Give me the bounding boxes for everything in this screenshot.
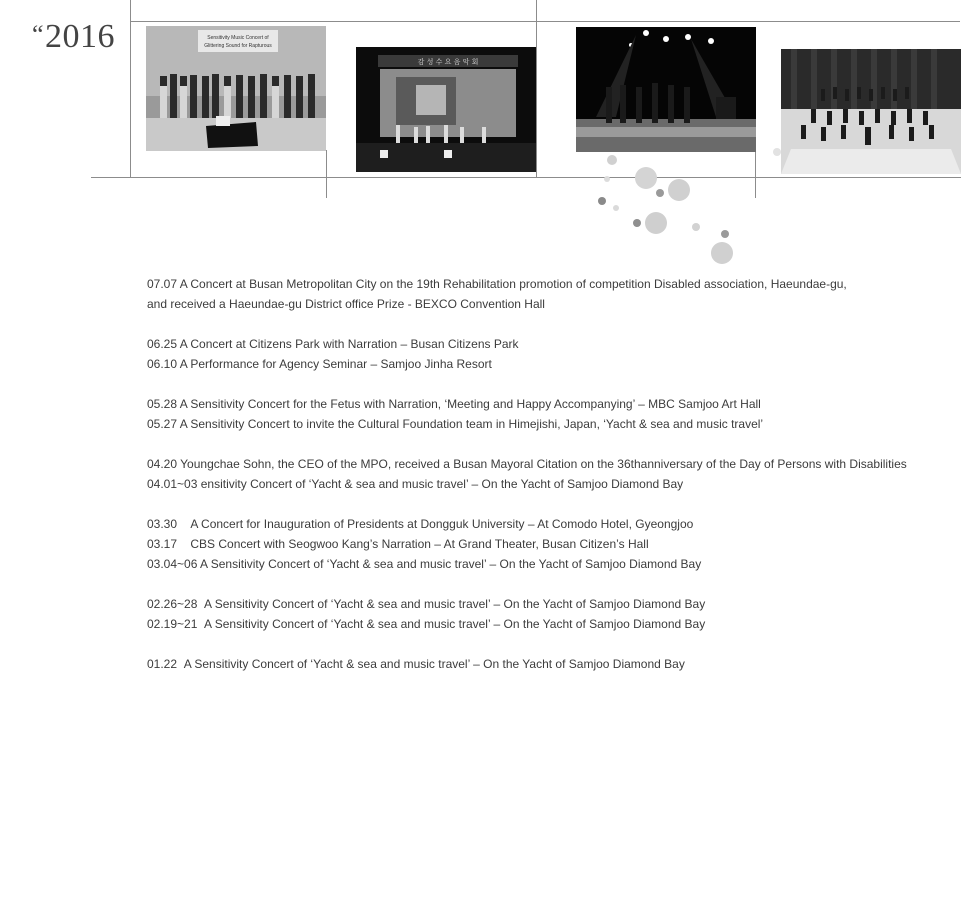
- banner-text-1: Sensitivity Music Concert of: [207, 35, 269, 41]
- event-item: 07.07 A Concert at Busan Metropolitan City on the 19th Rehabilitation promotion of competition Disabled association, Haeundae-gu,: [147, 277, 847, 291]
- decor-dot: [613, 205, 619, 211]
- decor-dot: [604, 176, 610, 182]
- event-group-july: [147, 274, 947, 314]
- year-heading: [32, 18, 115, 56]
- event-item: 02.26~28 A Sensitivity Concert of ‘Yacht & sea and music travel’ – On the Yacht of Samjoo Diamond Bay: [147, 597, 706, 611]
- event-item: 05.27 A Sensitivity Concert to invite the Cultural Foundation team in Himejishi, Japan, ‘Yacht & sea and music travel’: [147, 417, 764, 431]
- event-group-january: [147, 654, 947, 674]
- frame-line-bottom: [91, 177, 961, 178]
- decor-dot: [635, 167, 657, 189]
- year-value: 2016: [45, 18, 116, 55]
- event-group-may: [147, 394, 947, 434]
- event-item: 01.22 A Sensitivity Concert of ‘Yacht & sea and music travel’ – On the Yacht of Samjoo Diamond Bay: [147, 657, 685, 671]
- frame-line-v1: [130, 0, 131, 178]
- photo-concert-screen: [356, 47, 536, 172]
- decor-dot: [633, 219, 641, 227]
- photo-orchestra-hall: [781, 49, 961, 174]
- event-group-june: [147, 334, 947, 374]
- event-item: 04.01~03 ensitivity Concert of ‘Yacht & sea and music travel’ – On the Yacht of Samjoo Diamond Bay: [147, 477, 684, 491]
- event-item: and received a Haeundae-gu District office Prize - BEXCO Convention Hall: [147, 297, 545, 311]
- event-item: 03.17 CBS Concert with Seogwoo Kang’s Narration – At Grand Theater, Busan Citizen’s Hall: [147, 537, 649, 551]
- decor-dot: [711, 242, 733, 264]
- photo-choir-stage: [146, 26, 326, 151]
- decor-dot: [607, 155, 617, 165]
- frame-line-top: [130, 21, 960, 22]
- frame-line-v4: [755, 150, 756, 198]
- event-list: [147, 274, 947, 694]
- decor-dot: [721, 230, 729, 238]
- event-item: 03.30 A Concert for Inauguration of Presidents at Dongguk University – At Comodo Hotel, Gyeongjoo: [147, 517, 694, 531]
- photo-band-stage: [576, 27, 756, 152]
- decor-dot: [645, 212, 667, 234]
- decor-dot: [692, 223, 700, 231]
- decor-dot: [773, 148, 781, 156]
- event-group-march: [147, 514, 947, 574]
- event-group-april: [147, 454, 947, 494]
- event-item: 06.10 A Performance for Agency Seminar – Samjoo Jinha Resort: [147, 357, 492, 371]
- banner-text-2: Glittering Sound for Rapturous: [204, 43, 272, 49]
- decor-dot: [668, 179, 690, 201]
- decor-dot: [656, 189, 664, 197]
- event-item: 05.28 A Sensitivity Concert for the Fetus with Narration, ‘Meeting and Happy Accompanying’ – MBC Samjoo Art Hall: [147, 397, 761, 411]
- decor-dot: [598, 197, 606, 205]
- frame-line-v3: [536, 0, 537, 178]
- banner-text-korean: 감 성 수 요 음 악 회: [417, 58, 479, 66]
- event-item: 06.25 A Concert at Citizens Park with Narration – Busan Citizens Park: [147, 337, 519, 351]
- frame-line-v2: [326, 150, 327, 198]
- quote-mark: “: [32, 20, 45, 49]
- event-item: 02.19~21 A Sensitivity Concert of ‘Yacht & sea and music travel’ – On the Yacht of Samjoo Diamond Bay: [147, 617, 706, 631]
- event-group-february: [147, 594, 947, 634]
- event-item: 04.20 Youngchae Sohn, the CEO of the MPO, received a Busan Mayoral Citation on the 36thanniversary of the Day of Persons with Disabilities: [147, 457, 907, 471]
- event-item: 03.04~06 A Sensitivity Concert of ‘Yacht & sea and music travel’ – On the Yacht of Samjoo Diamond Bay: [147, 557, 702, 571]
